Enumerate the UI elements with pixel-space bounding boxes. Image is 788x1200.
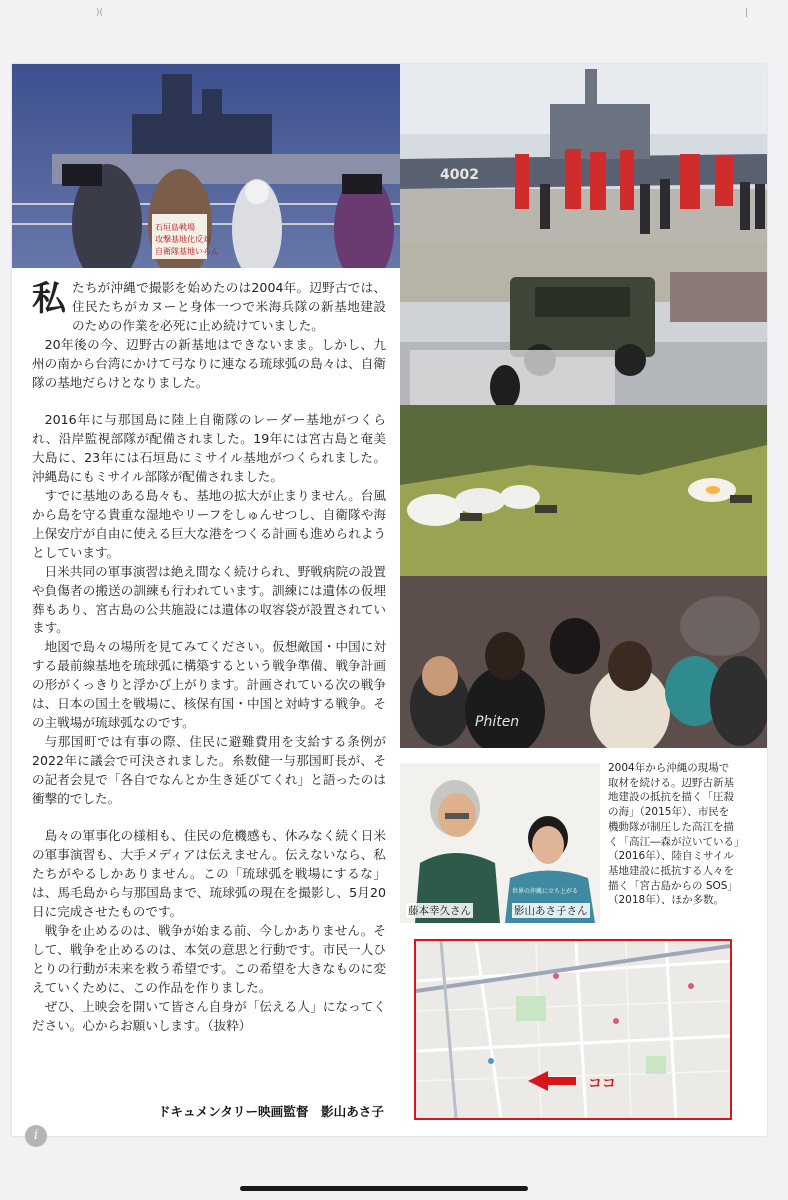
photo-warship-protest [400, 64, 767, 242]
photo-crowd [400, 576, 767, 748]
bio-line: （2018年）、ほか多数。 [608, 894, 724, 907]
share-icon[interactable]: )( [96, 8, 104, 18]
article-paragraph [32, 279, 386, 336]
dropcap: 私 [32, 279, 66, 319]
article-paragraph: すでに基地のある島々も、基地の拡大が止まりません。台風から島を守る貴重な湿地やリーフをしゅんせつし、自衛隊や海上保安庁が自由に使える巨大な港をつくる計画も進められようとしています。 [32, 488, 386, 560]
bio-line: 基地建設に抵抗する人々を [608, 864, 734, 877]
portrait-name-left: 藤本幸久さん [408, 905, 471, 917]
bio-line: 取材を続ける。辺野古新基 [608, 776, 734, 789]
bio-line: の海」（2015年）、市民を [608, 806, 730, 819]
author-signature: ドキュメンタリー映画監督 影山あさ子 [157, 1104, 384, 1119]
map-illustration [416, 941, 730, 1118]
vest-text: Phiten [475, 714, 520, 730]
warship-illustration [400, 64, 767, 242]
hull-number: 4002 [440, 167, 479, 183]
photo-directors-portrait [400, 763, 600, 923]
map-marker-label: ココ [588, 1076, 616, 1092]
photo-armored-vehicle [400, 242, 767, 405]
portrait-illustration [400, 763, 600, 923]
shirt-text: 世界の沖縄に立ち上がる [512, 888, 579, 895]
paragraph-text: たちが沖縄で撮影を始めたのは2004年。辺野古では、住民たちがカヌーと身体一つで米海兵隊の新基地建設のための作業を必死に止め続けていました。 [72, 280, 386, 333]
director-bio [608, 761, 758, 908]
bio-line: 描く「宮古島からの SOS」 [608, 879, 738, 892]
article-paragraph: 戦争を止めるのは、戦争が始まる前、今しかありません。そして、戦争を止めるのは、本気の意思と行動です。市民一人ひとりの行動が未来を救う希望です。この希望を大きなものに変えていくために、この作品を作りました。 [32, 923, 386, 995]
article-paragraph: ぜひ、上映会を開いて皆さん自身が「伝える人」になってください。心からお願いします。（抜粋） [32, 998, 386, 1033]
reader-top-bar [0, 0, 788, 64]
harbor-press-illustration [12, 64, 400, 268]
sign-line-2: 攻撃基地化反対 [155, 235, 211, 244]
bio-line: 2004年から沖縄の現場で [608, 762, 730, 774]
magazine-page [12, 64, 767, 1136]
crowd-illustration [400, 576, 767, 748]
info-icon[interactable]: i [25, 1125, 47, 1147]
share-icon-right[interactable]: | [745, 8, 749, 18]
bio-line: （2016年）、陸自ミサイル [608, 850, 734, 863]
bio-line: く「高江―森が泣いている」 [608, 835, 745, 848]
article-paragraph: 2016年に与那国島に陸上自衛隊のレーダー基地がつくられ、沿岸監視部隊が配備されました。19年には宮古島と奄美大島に、23年には石垣島にミサイル基地がつくられました。沖縄島にもミサイル部隊が配備されました。 [32, 412, 386, 485]
armored-vehicle-illustration [400, 242, 767, 405]
bio-line: 地建設の抵抗を描く「圧殺 [608, 791, 734, 804]
article-body [32, 279, 386, 1035]
location-map[interactable] [414, 939, 732, 1120]
sign-line-1: 石垣島戦場 [155, 223, 195, 232]
photo-press-harbor [12, 64, 400, 268]
home-indicator[interactable] [240, 1186, 528, 1191]
article-paragraph: 与那国町では有事の際、住民に避難費用を支給する条例が2022年に議会で可決されました。糸数健一与那国町長が、その記者会見で「各自でなんとか生き延びてくれ」と語ったのは衝撃的でした。 [32, 733, 386, 806]
sign-line-3: 自衛隊基地いらん [155, 247, 219, 256]
tank-exercise-illustration [400, 405, 767, 576]
article-paragraph: 地図で島々の場所を見てみてください。仮想敵国・中国に対する最前線基地を琉球弧に構築するという戦争準備、戦争計画の形がくっきりと浮かび上がります。計画されている次の戦争は、日本の国土を戦場に、核保有国・中国と対峙する戦争。その主戦場が琉球弧なのです。 [32, 639, 386, 730]
article-paragraph: 日米共同の軍事演習は絶え間なく続けられ、野戦病院の設置や負傷者の搬送の訓練も行われています。訓練には遺体の仮埋葬もあり、宮古島の公共施設には遺体の収容袋が設置されています。 [32, 563, 386, 636]
photo-tanks-firing [400, 405, 767, 576]
portrait-name-right: 影山あさ子さん [514, 905, 588, 917]
article-paragraph: 20年後の今、辺野古の新基地はできないまま。しかし、九州の南から台湾にかけて弓なりに連なる琉球弧の島々は、自衛隊の基地だらけとなりました。 [32, 336, 386, 390]
bio-line: 機動隊が制圧した高江を描 [608, 820, 734, 833]
article-paragraph: 島々の軍事化の様相も、住民の危機感も、休みなく続く日米の軍事演習も、大手メディアは伝えません。伝えないなら、私たちがやるしかありません。この「琉球弧を戦場にするな」は、馬毛島から与那国島まで、琉球弧の現在を撮影し、5月20日に完成させたものです。 [32, 828, 386, 920]
